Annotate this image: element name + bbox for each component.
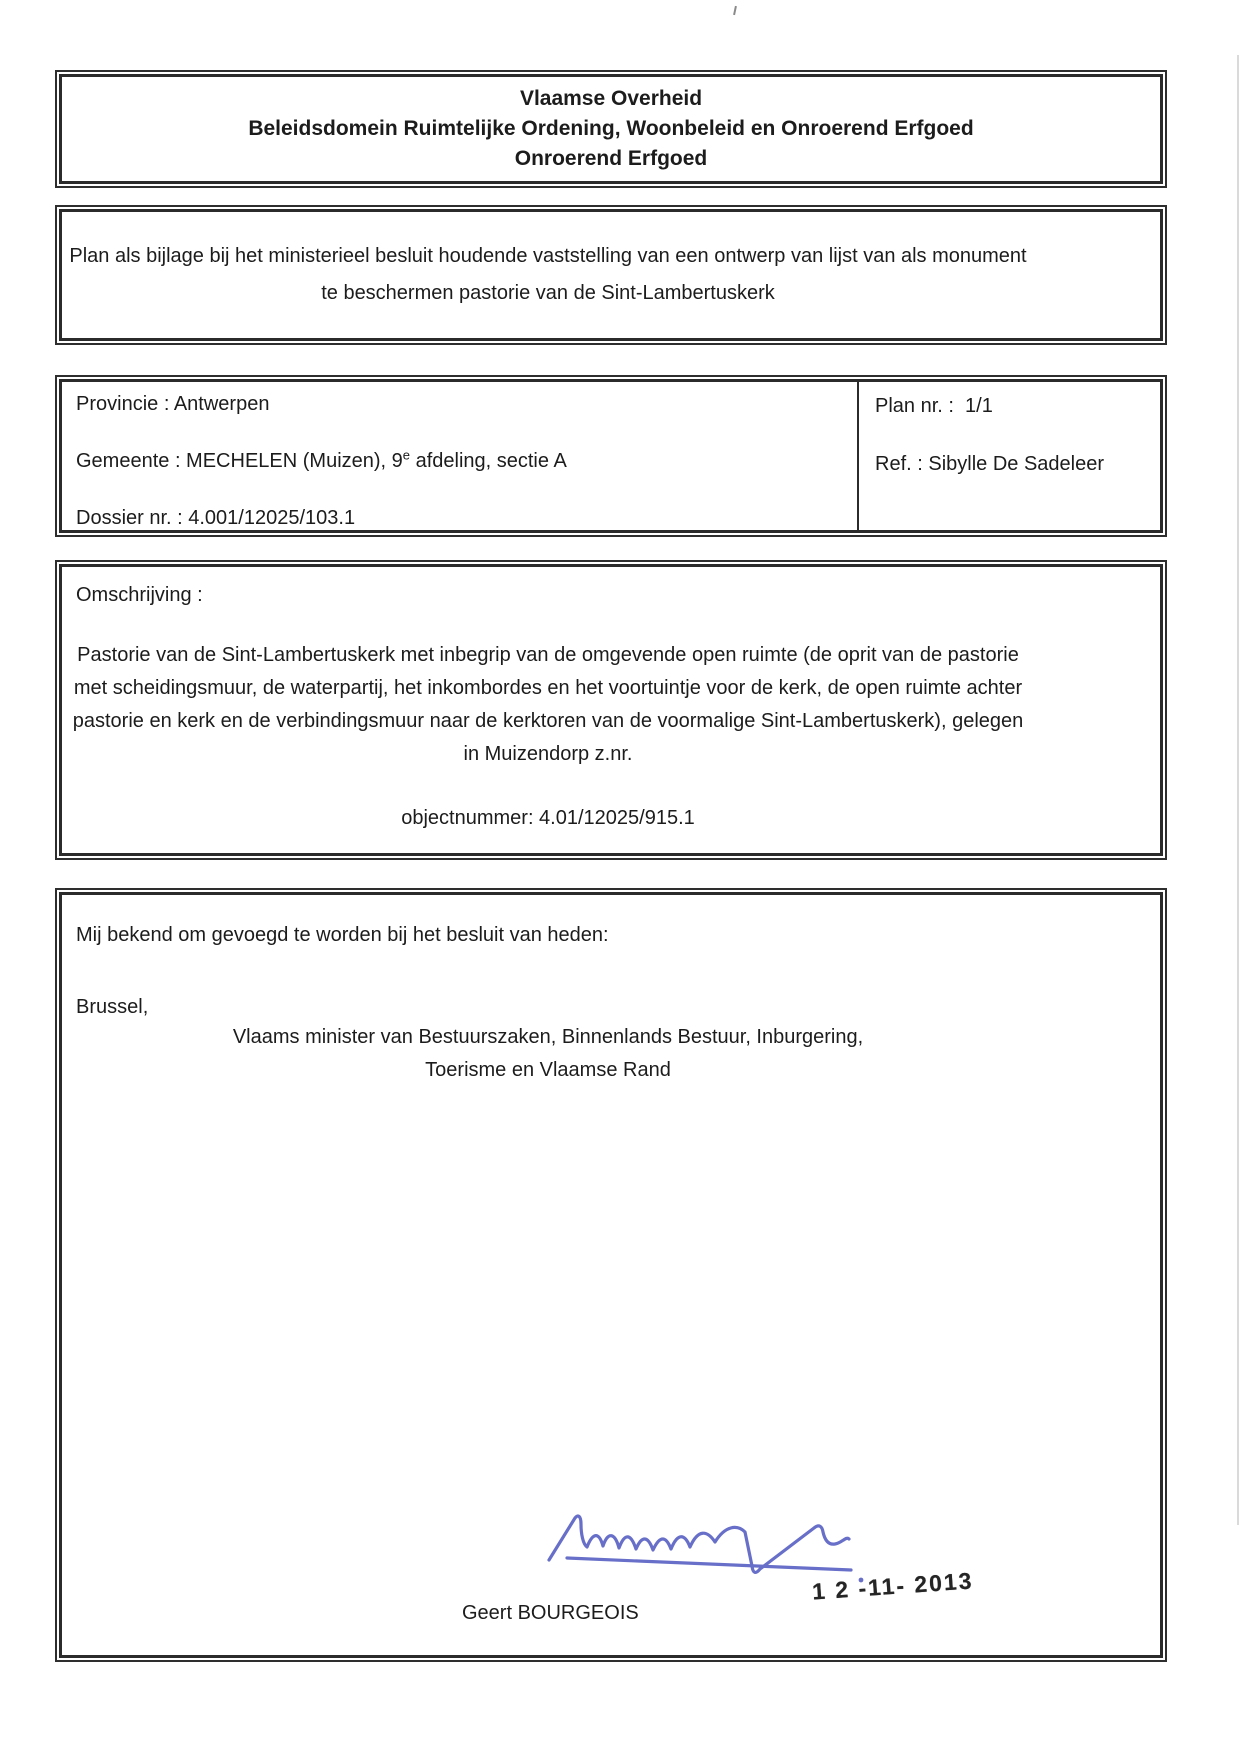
city-text: Brussel, bbox=[76, 996, 149, 1018]
plan-title-text: Plan als bijlage bij het ministerieel besluit houdende vaststelling van een ontwerp van lijst van als monument te beschermen pastorie van de Sint-Lambertuskerk bbox=[69, 245, 1027, 304]
header-entity-line: Onroerend Erfgoed bbox=[514, 147, 708, 170]
dossier-nr-field: Dossier nr. : 4.001/12025/103.1 bbox=[76, 507, 356, 529]
omschrijving-label: Omschrijving : bbox=[76, 584, 203, 606]
omschrijving-box bbox=[55, 560, 1167, 860]
signature-intro-text: Mij bekend om gevoegd te worden bij het besluit van heden: bbox=[76, 924, 609, 946]
scan-edge-line bbox=[1237, 55, 1239, 1525]
minister-title-line1: Vlaams minister van Bestuurszaken, Binnenlands Bestuur, Inburgering, bbox=[232, 1026, 864, 1048]
header-org-line: Vlaamse Overheid bbox=[519, 87, 703, 110]
plan-info-right-column bbox=[857, 382, 1160, 530]
ref-field: Ref. : Sibylle De Sadeleer bbox=[875, 453, 1105, 475]
objectnummer-field: objectnummer: 4.01/12025/915.1 bbox=[401, 807, 695, 829]
location-info-box bbox=[55, 375, 1167, 537]
signer-name: Geert BOURGEOIS bbox=[462, 1602, 639, 1624]
gemeente-text: Gemeente : MECHELEN (Muizen), 9 bbox=[76, 450, 403, 472]
provincie-field: Provincie : Antwerpen bbox=[76, 393, 270, 415]
header-box bbox=[55, 70, 1167, 188]
scan-artifact-mark bbox=[733, 6, 737, 15]
gemeente-text-suffix: afdeling, sectie A bbox=[410, 450, 567, 472]
gemeente-superscript: e bbox=[402, 447, 411, 463]
location-info-left-column bbox=[62, 382, 857, 530]
gemeente-field bbox=[76, 449, 857, 473]
date-stamp: 1 2 -11- 2013 bbox=[811, 1567, 975, 1605]
omschrijving-paragraph: Pastorie van de Sint-Lambertuskerk met inbegrip van de omgevende open ruimte (de oprit van de pastorie met scheidingsmuur, de waterpartij, het inkombordes en het voortuintje voor de kerk, de open ruimte achter pastorie en kerk en de verbindingsmuur naar de kerktoren van de voormalige Sint-Lambertuskerk), gelegen in Muizendorp z.nr. bbox=[72, 644, 1024, 765]
header-domain-line: Beleidsdomein Ruimtelijke Ordening, Woonbeleid en Onroerend Erfgoed bbox=[248, 117, 974, 140]
minister-title-line2: Toerisme en Vlaamse Rand bbox=[425, 1059, 671, 1081]
signature-box bbox=[55, 888, 1167, 1662]
plan-title-box bbox=[55, 205, 1167, 345]
plan-nr-field: Plan nr. : 1/1 bbox=[875, 395, 993, 417]
